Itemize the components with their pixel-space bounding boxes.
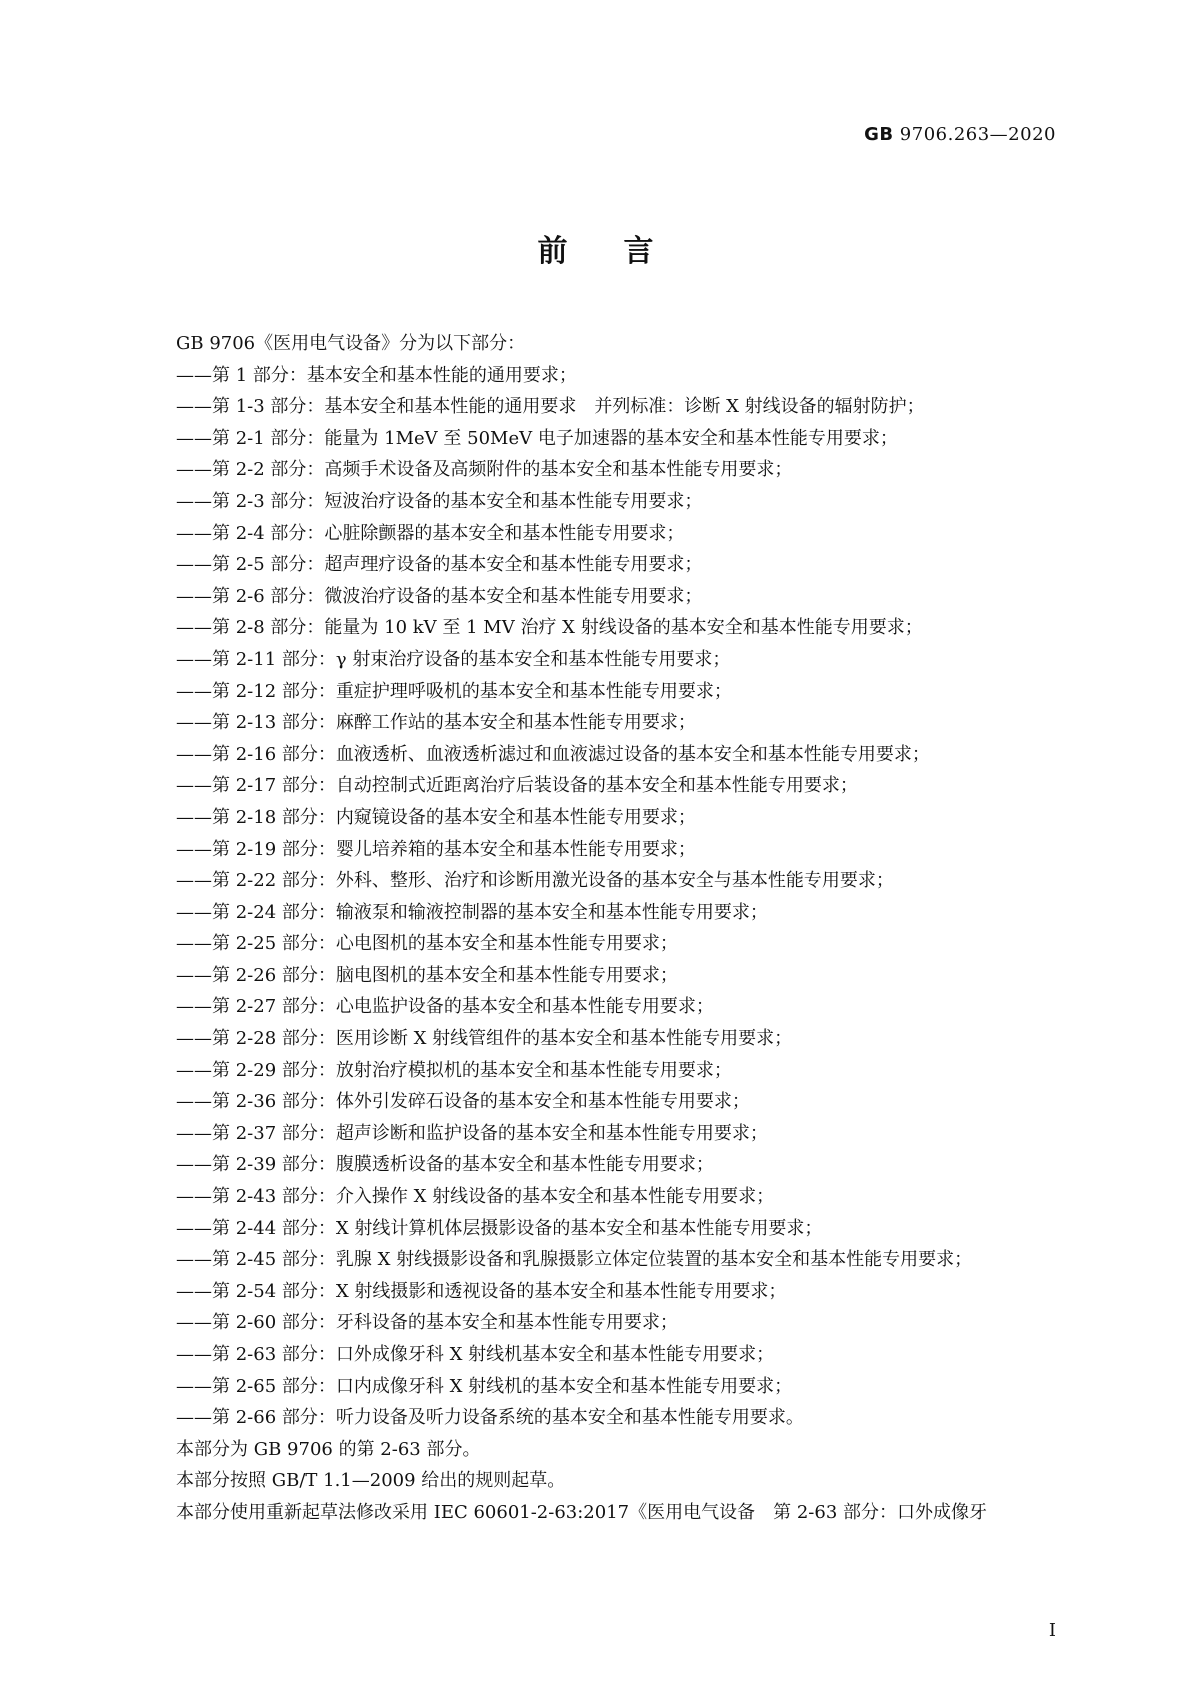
paragraph: 本部分使用重新起草法修改采用 IEC 60601-2-63:2017《医用电气设备 第 2-63 部分：口外成像牙 [176, 1501, 987, 1523]
part-list-item: ——第 2-5 部分：超声理疗设备的基本安全和基本性能专用要求； [176, 554, 703, 576]
standard-number [864, 124, 1056, 145]
part-list-item: ——第 2-26 部分：脑电图机的基本安全和基本性能专用要求； [176, 964, 678, 986]
part-list-item: ——第 2-3 部分：短波治疗设备的基本安全和基本性能专用要求； [176, 490, 703, 512]
part-list-item: ——第 2-28 部分：医用诊断 X 射线管组件的基本安全和基本性能专用要求； [176, 1028, 793, 1050]
part-list-item: ——第 2-66 部分：听力设备及听力设备系统的基本安全和基本性能专用要求。 [176, 1407, 804, 1429]
part-list-item: ——第 2-60 部分：牙科设备的基本安全和基本性能专用要求； [176, 1312, 678, 1334]
foreword-body [176, 328, 1056, 1529]
part-list-item: ——第 2-16 部分：血液透析、血液透析滤过和血液滤过设备的基本安全和基本性能专用要求； [176, 743, 930, 765]
page-title: 前言 [537, 234, 710, 269]
standard-designation: 9706.263—2020 [899, 124, 1056, 145]
part-list-item: ——第 2-43 部分：介入操作 X 射线设备的基本安全和基本性能专用要求； [176, 1186, 775, 1208]
part-list-item: ——第 2-36 部分：体外引发碎石设备的基本安全和基本性能专用要求； [176, 1091, 750, 1113]
part-list-item: ——第 2-39 部分：腹膜透析设备的基本安全和基本性能专用要求； [176, 1154, 714, 1176]
part-list-item: ——第 2-13 部分：麻醉工作站的基本安全和基本性能专用要求； [176, 712, 696, 734]
part-list-item: ——第 2-44 部分：X 射线计算机体层摄影设备的基本安全和基本性能专用要求； [176, 1217, 823, 1239]
part-list-item: ——第 2-27 部分：心电监护设备的基本安全和基本性能专用要求； [176, 996, 714, 1018]
part-list-item: ——第 2-6 部分：微波治疗设备的基本安全和基本性能专用要求； [176, 585, 703, 607]
part-list-item: ——第 2-1 部分：能量为 1MeV 至 50MeV 电子加速器的基本安全和基本性能专用要求； [176, 427, 898, 449]
paragraph: 本部分按照 GB/T 1.1—2009 给出的规则起草。 [176, 1470, 566, 1492]
part-list-item: ——第 2-4 部分：心脏除颤器的基本安全和基本性能专用要求； [176, 522, 685, 544]
part-list-item: ——第 2-25 部分：心电图机的基本安全和基本性能专用要求； [176, 933, 678, 955]
part-list-item: ——第 2-54 部分：X 射线摄影和透视设备的基本安全和基本性能专用要求； [176, 1280, 787, 1302]
part-list-item: ——第 2-11 部分：γ 射束治疗设备的基本安全和基本性能专用要求； [176, 648, 731, 670]
paragraph: 本部分为 GB 9706 的第 2-63 部分。 [176, 1438, 481, 1460]
part-list-item: ——第 1 部分：基本安全和基本性能的通用要求； [176, 364, 577, 386]
part-list-item: ——第 2-18 部分：内窥镜设备的基本安全和基本性能专用要求； [176, 806, 696, 828]
part-list-item: ——第 2-65 部分：口内成像牙科 X 射线机的基本安全和基本性能专用要求； [176, 1375, 793, 1397]
parts-list [176, 360, 1056, 1434]
part-list-item: ——第 2-12 部分：重症护理呼吸机的基本安全和基本性能专用要求； [176, 680, 732, 702]
part-list-item: ——第 2-37 部分：超声诊断和监护设备的基本安全和基本性能专用要求； [176, 1122, 768, 1144]
part-list-item: ——第 2-8 部分：能量为 10 kV 至 1 MV 治疗 X 射线设备的基本安全和基本性能专用要求； [176, 617, 923, 639]
part-list-item: ——第 2-24 部分：输液泵和输液控制器的基本安全和基本性能专用要求； [176, 901, 768, 923]
part-list-item: ——第 1-3 部分：基本安全和基本性能的通用要求 并列标准：诊断 X 射线设备的辐射防护； [176, 396, 925, 418]
part-list-item: ——第 2-17 部分：自动控制式近距离治疗后装设备的基本安全和基本性能专用要求； [176, 775, 858, 797]
page-number: I [1048, 1620, 1056, 1641]
part-list-item: ——第 2-22 部分：外科、整形、治疗和诊断用激光设备的基本安全与基本性能专用要求； [176, 870, 894, 892]
intro-text: GB 9706《医用电气设备》分为以下部分： [176, 333, 526, 354]
part-list-item: ——第 2-45 部分：乳腺 X 射线摄影设备和乳腺摄影立体定位装置的基本安全和基本性能专用要求； [176, 1249, 973, 1271]
part-list-item: ——第 2-19 部分：婴儿培养箱的基本安全和基本性能专用要求； [176, 838, 696, 860]
part-list-item: ——第 2-63 部分：口外成像牙科 X 射线机基本安全和基本性能专用要求； [176, 1344, 775, 1365]
part-list-item: ——第 2-29 部分：放射治疗模拟机的基本安全和基本性能专用要求； [176, 1059, 732, 1081]
standard-code: GB [864, 124, 894, 145]
part-list-item: ——第 2-2 部分：高频手术设备及高频附件的基本安全和基本性能专用要求； [176, 459, 793, 481]
